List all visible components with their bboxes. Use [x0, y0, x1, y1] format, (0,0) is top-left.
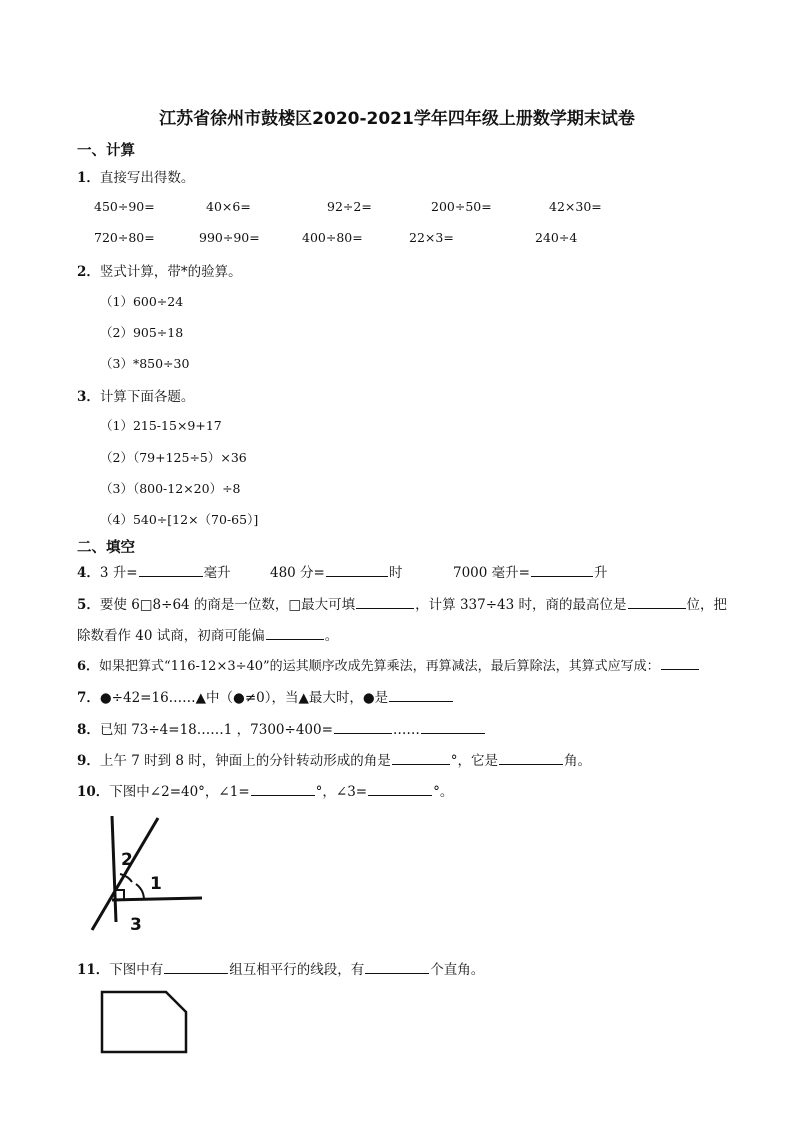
- answer-blank[interactable]: [266, 628, 324, 640]
- pentagon-shape: [102, 992, 186, 1052]
- calc-item: 22×3=: [409, 230, 454, 245]
- sub-item: （1）215-15×9+17: [100, 418, 222, 433]
- answer-blank[interactable]: [365, 962, 429, 974]
- calc-item: 720÷80=: [94, 230, 155, 245]
- question-4: [77, 561, 231, 581]
- question-11: [77, 958, 484, 978]
- question-9: [77, 749, 591, 769]
- question-text: 480 分=: [270, 565, 325, 581]
- question-text: °，它是: [450, 753, 498, 769]
- question-text: ●÷42=16……▲中（●≠0），当▲最大时，●是: [99, 690, 389, 706]
- question-text: ，计算 337÷43 时，商的最高位是: [415, 597, 627, 613]
- answer-blank[interactable]: [531, 565, 593, 577]
- answer-blank[interactable]: [368, 784, 432, 796]
- angle-ray: [112, 898, 202, 900]
- question-3: [77, 385, 194, 405]
- question-number: 4．: [77, 565, 100, 581]
- angle-ray: [112, 816, 116, 922]
- question-text: 升: [593, 565, 608, 581]
- sub-item: （2）905÷18: [100, 325, 184, 340]
- question-text: 下图中有: [109, 962, 164, 978]
- angle-label: 1: [150, 874, 162, 894]
- question-1: [77, 166, 194, 186]
- calc-item: 200÷50=: [431, 199, 492, 214]
- answer-blank[interactable]: [392, 753, 450, 765]
- page-title: 江苏省徐州市鼓楼区2020-2021学年四年级上册数学期末试卷: [159, 109, 635, 129]
- question-text: 位，把: [686, 597, 728, 613]
- question-text: 3 升=: [99, 565, 138, 581]
- sub-item: （4）540÷[12×（70-65）]: [100, 512, 259, 527]
- answer-blank[interactable]: [334, 722, 392, 734]
- sub-item: （3）*850÷30: [100, 356, 190, 371]
- angle-arc: [136, 884, 144, 900]
- question-text: 7000 毫升=: [453, 565, 530, 581]
- question-8: [77, 718, 486, 738]
- question-text: 个直角。: [430, 962, 485, 978]
- question-text: 时: [388, 565, 403, 581]
- question-text: 要使 6□8÷64 的商是一位数，□最大可填: [99, 597, 356, 613]
- calc-item: 40×6=: [206, 199, 251, 214]
- answer-blank[interactable]: [139, 565, 203, 577]
- question-4-part-3: [453, 561, 607, 581]
- question-text: 组互相平行的线段，有: [229, 962, 365, 978]
- question-number: 9．: [77, 753, 100, 769]
- angle-label: 2: [121, 850, 133, 870]
- answer-blank[interactable]: [326, 565, 388, 577]
- question-text: 如果把算式“116-12×3÷40”的运其顺序改成先算乘法，再算减法，最后算除法，其算式应写成：: [99, 659, 660, 674]
- question-text: 角。: [564, 753, 591, 769]
- question-number: 10．: [77, 784, 110, 800]
- question-7: [77, 686, 454, 706]
- question-text: 已知 73÷4=18……1 ，7300÷400=: [99, 722, 333, 738]
- answer-blank[interactable]: [389, 690, 453, 702]
- question-text: 除数看作 40 试商，初商可能偏: [77, 628, 265, 644]
- question-2: [77, 260, 242, 280]
- section-heading-fill: 二、填空: [77, 540, 135, 556]
- sub-item: （1）600÷24: [100, 294, 184, 309]
- question-6: [77, 655, 700, 674]
- angle-figure: [88, 812, 208, 934]
- question-text: 上午 7 时到 8 时，钟面上的分针转动形成的角是: [99, 753, 391, 769]
- calc-item: 240÷4: [535, 230, 578, 245]
- calc-item: 450÷90=: [94, 199, 155, 214]
- question-number: 6．: [77, 659, 100, 674]
- question-text: 下图中∠2=40°，∠1=: [109, 784, 250, 800]
- calc-item: 42×30=: [549, 199, 602, 214]
- answer-blank[interactable]: [356, 597, 414, 609]
- question-4-part-2: [270, 561, 402, 581]
- question-number: 2．: [77, 264, 100, 280]
- question-text: °，∠3=: [315, 784, 368, 800]
- answer-blank[interactable]: [251, 784, 315, 796]
- question-number: 8．: [77, 722, 100, 738]
- question-text: 直接写出得数。: [99, 170, 195, 186]
- question-number: 3．: [77, 389, 100, 405]
- sub-item: （2）（79+125÷5）×36: [100, 450, 247, 465]
- question-number: 7．: [77, 690, 100, 706]
- calc-item: 92÷2=: [327, 199, 372, 214]
- question-text: 计算下面各题。: [99, 389, 195, 405]
- question-number: 5．: [77, 597, 100, 613]
- question-5-line-2: [77, 624, 338, 644]
- pentagon-figure: [98, 988, 190, 1056]
- angle-ray: [92, 818, 158, 930]
- question-5: [77, 593, 727, 613]
- answer-blank[interactable]: [499, 753, 563, 765]
- calc-item: 400÷80=: [302, 230, 363, 245]
- question-text: °。: [433, 784, 454, 800]
- sub-item: （3）（800-12×20）÷8: [100, 481, 241, 496]
- angle-label: 3: [130, 915, 142, 934]
- question-text: ……: [392, 722, 420, 738]
- calc-item: 990÷90=: [199, 230, 260, 245]
- question-text: 。: [324, 628, 339, 644]
- question-10: [77, 780, 453, 800]
- answer-blank[interactable]: [628, 597, 686, 609]
- question-text: 毫升: [203, 565, 231, 581]
- question-number: 1．: [77, 170, 100, 186]
- section-heading-calc: 一、计算: [77, 143, 135, 159]
- answer-blank[interactable]: [164, 962, 228, 974]
- answer-blank[interactable]: [661, 658, 699, 670]
- answer-blank[interactable]: [421, 722, 485, 734]
- question-number: 11．: [77, 962, 110, 978]
- question-text: 竖式计算，带*的验算。: [99, 264, 242, 280]
